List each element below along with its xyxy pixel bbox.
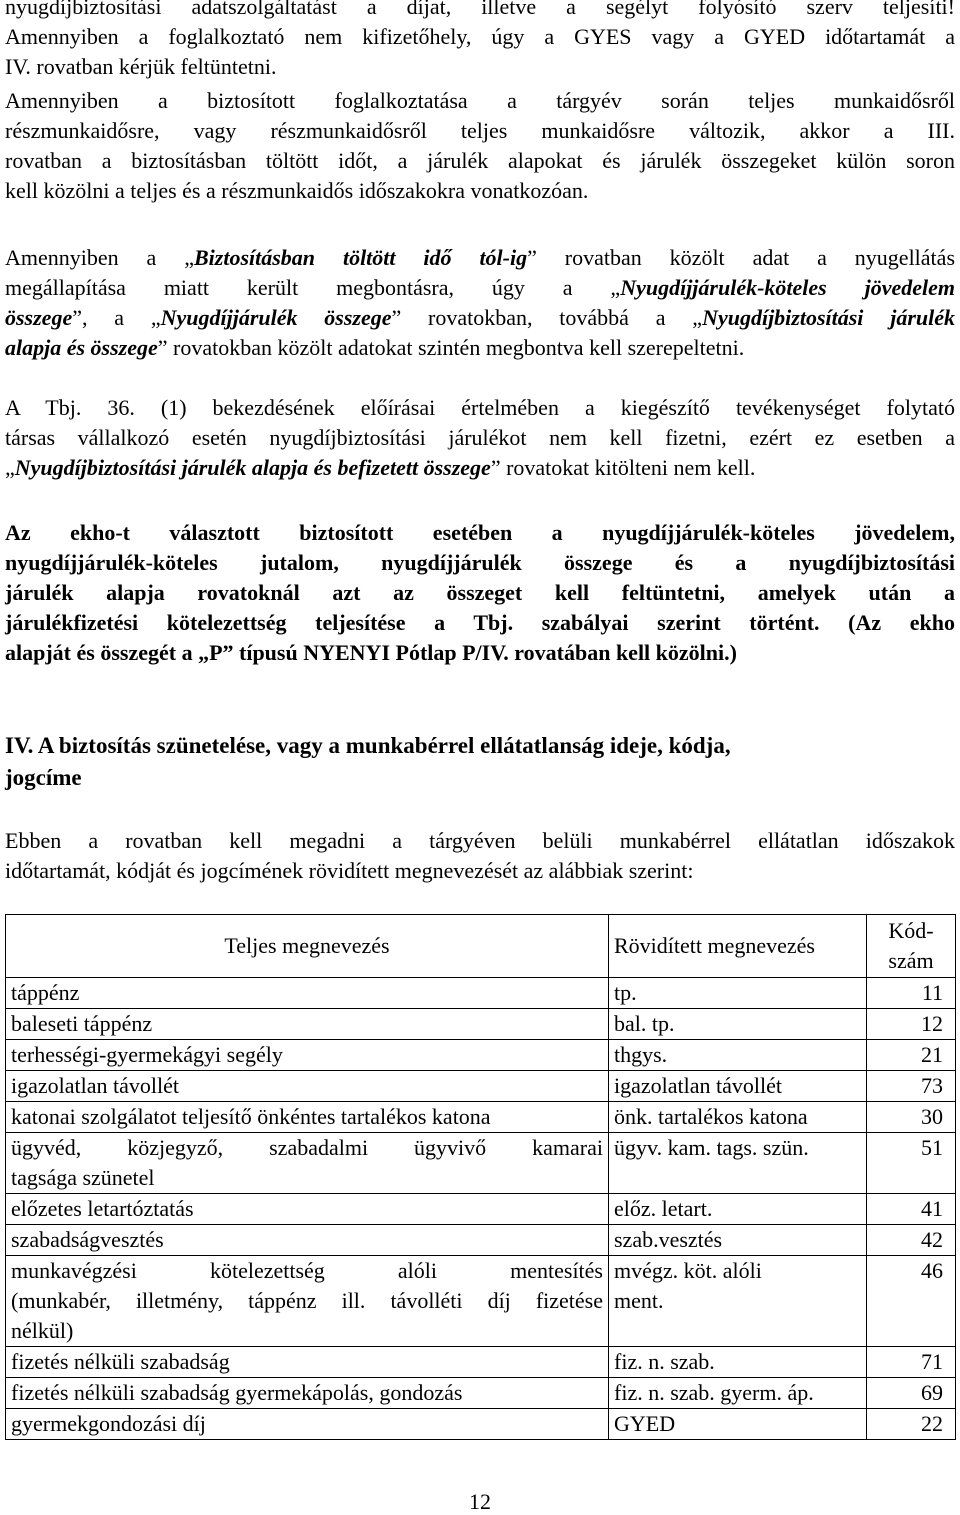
cell-short: ügyv. kam. tags. szün. [609, 1133, 867, 1194]
table-row [6, 1347, 956, 1378]
text-line: Ebben a rovatban kell megadni a tárgyéven belüli munkabérrel ellátatlan időszakok [5, 828, 955, 853]
cell-code: 51 [867, 1133, 956, 1194]
text-line [5, 273, 955, 303]
text-run: ”, a „ [72, 305, 161, 330]
cell-code: 21 [867, 1040, 956, 1071]
emphasis-field-name: összege [5, 305, 73, 330]
cell-code: 41 [867, 1194, 956, 1225]
text-line: részmunkaidősre, vagy részmunkaidősről teljes munkaidősre változik, akkor a III. [5, 118, 955, 143]
table-row [6, 1194, 956, 1225]
cell-code: 46 [867, 1256, 956, 1347]
table-header-row [6, 915, 956, 978]
header-code-line: Kód- [888, 918, 934, 943]
text-line [5, 303, 955, 333]
table-row [6, 1071, 956, 1102]
text-line: nyugdíjjárulék-köteles jutalom, nyugdíjjárulék összege és a nyugdíjbiztosítási [5, 550, 955, 575]
text-line [5, 453, 955, 483]
cell-short [609, 1256, 867, 1347]
paragraph-tbj-36 [5, 393, 955, 483]
text-run: Amennyiben a „ [5, 245, 194, 270]
cell-full: táppénz [6, 978, 609, 1009]
text-line: A Tbj. 36. (1) bekezdésének előírásai értelmében a kiegészítő tevékenységet folytató [5, 395, 955, 420]
emphasis-field-name: Nyugdíjbiztosítási járulék [702, 305, 955, 330]
text-line: alapját és összegét a „P” típusú NYENYI Pótlap P/IV. rovatában kell közölni.) [5, 640, 737, 665]
text-line: időtartamát, kódját és jogcímének rövidített megnevezését az alábbiak szerint: [5, 858, 694, 883]
emphasis-field-name: Nyugdíjjárulék összege [160, 305, 392, 330]
paragraph-intro [5, 826, 955, 886]
cell-full: gyermekgondozási díj [6, 1409, 609, 1440]
emphasis-field-name: alapja és összege [5, 335, 158, 360]
text-line [5, 243, 955, 273]
text-line: nyugdíjbiztosítási adatszolgáltatást a díjat, illetve a segélyt folyósító szerv teljesíti! [5, 0, 955, 19]
table-row [6, 978, 956, 1009]
text-run: ” rovatokban közölt adatokat szintén megbontva kell szerepeltetni. [157, 335, 745, 360]
paragraph-gyes-gyed [5, 0, 955, 82]
heading-line: IV. A biztosítás szünetelése, vagy a munkabérrel ellátatlanság ideje, kódja, [5, 733, 731, 758]
cell-full: fizetés nélküli szabadság [6, 1347, 609, 1378]
text-run: „ [5, 455, 15, 480]
page-number: 12 [469, 1489, 491, 1514]
cell-full: előzetes letartóztatás [6, 1194, 609, 1225]
paragraph-part-time [5, 86, 955, 206]
cell-short: előz. letart. [609, 1194, 867, 1225]
emphasis-field-name: Nyugdíjjárulék-köteles jövedelem [620, 275, 956, 300]
cell-line: mvégz. köt. alóli [614, 1258, 762, 1283]
cell-code: 42 [867, 1225, 956, 1256]
cell-code: 69 [867, 1378, 956, 1409]
table-row [6, 1040, 956, 1071]
text-run: ” rovatokban, továbbá a „ [391, 305, 703, 330]
cell-short: tp. [609, 978, 867, 1009]
section-heading [5, 730, 955, 794]
cell-code: 11 [867, 978, 956, 1009]
cell-code: 71 [867, 1347, 956, 1378]
text-line: Amennyiben a foglalkoztató nem kifizetőhely, úgy a GYES vagy a GYED időtartamát a [5, 24, 955, 49]
cell-full: fizetés nélküli szabadság gyermekápolás, gondozás [6, 1378, 609, 1409]
emphasis-field-name: Biztosításban töltött idő tól-ig [194, 245, 528, 270]
table-row [6, 1378, 956, 1409]
text-line: rovatban a biztosításban töltött időt, a járulék alapokat és járulék összegeket külön soron [5, 148, 955, 173]
paragraph-ekho [5, 518, 955, 668]
code-table [5, 914, 956, 1440]
cell-line: (munkabér, illetmény, táppénz ill. távolléti díj fizetése [11, 1288, 603, 1313]
cell-full: baleseti táppénz [6, 1009, 609, 1040]
table-row [6, 1102, 956, 1133]
text-line: IV. rovatban kérjük feltüntetni. [5, 54, 277, 79]
cell-full: terhességi-gyermekágyi segély [6, 1040, 609, 1071]
table-row [6, 1133, 956, 1194]
header-short-name: Rövidített megnevezés [609, 915, 867, 978]
cell-line: ment. [614, 1288, 664, 1313]
cell-short: GYED [609, 1409, 867, 1440]
text-line: járulékfizetési kötelezettség teljesítése a Tbj. szabályai szerint történt. (Az ekho [5, 610, 955, 635]
cell-short: thgys. [609, 1040, 867, 1071]
table-row [6, 1009, 956, 1040]
text-run: ” rovatban közölt adat a nyugellátás [527, 245, 955, 270]
heading-line: jogcíme [5, 765, 82, 790]
cell-line: nélkül) [11, 1318, 74, 1343]
cell-short: szab.vesztés [609, 1225, 867, 1256]
cell-code: 73 [867, 1071, 956, 1102]
cell-full [6, 1133, 609, 1194]
cell-code: 12 [867, 1009, 956, 1040]
header-full-name: Teljes megnevezés [6, 915, 609, 978]
paragraph-split-data [5, 243, 955, 363]
cell-line: tagsága szünetel [11, 1165, 155, 1190]
cell-code: 30 [867, 1102, 956, 1133]
text-run: megállapítása miatt került megbontásra, úgy a „ [5, 275, 621, 300]
table-row [6, 1225, 956, 1256]
cell-short: önk. tartalékos katona [609, 1102, 867, 1133]
cell-code: 22 [867, 1409, 956, 1440]
cell-short: igazolatlan távollét [609, 1071, 867, 1102]
text-line [5, 333, 955, 363]
cell-full: szabadságvesztés [6, 1225, 609, 1256]
table-row [6, 1256, 956, 1347]
text-run: ” rovatokat kitölteni nem kell. [490, 455, 756, 480]
emphasis-field-name: Nyugdíjbiztosítási járulék alapja és befizetett összege [14, 455, 491, 480]
cell-full [6, 1256, 609, 1347]
header-code [867, 915, 956, 978]
cell-full: igazolatlan távollét [6, 1071, 609, 1102]
cell-line: ügyvéd, közjegyző, szabadalmi ügyvivő kamarai [11, 1135, 603, 1160]
text-line: társas vállalkozó esetén nyugdíjbiztosítási járulékot nem kell fizetni, ezért ez esetben a [5, 425, 955, 450]
table-row [6, 1409, 956, 1440]
cell-short: fiz. n. szab. [609, 1347, 867, 1378]
text-line: Amennyiben a biztosított foglalkoztatása a tárgyév során teljes munkaidősről [5, 88, 955, 113]
text-line: Az ekho-t választott biztosított esetében a nyugdíjjárulék-köteles jövedelem, [5, 520, 955, 545]
text-line: kell közölni a teljes és a részmunkaidős időszakokra vonatkozóan. [5, 178, 589, 203]
cell-short: fiz. n. szab. gyerm. áp. [609, 1378, 867, 1409]
cell-short: bal. tp. [609, 1009, 867, 1040]
text-line: járulék alapja rovatoknál azt az összeget kell feltüntetni, amelyek után a [5, 580, 955, 605]
cell-line: munkavégzési kötelezettség alóli mentesítés [11, 1258, 603, 1283]
cell-full: katonai szolgálatot teljesítő önkéntes tartalékos katona [6, 1102, 609, 1133]
header-code-line: szám [888, 948, 934, 973]
